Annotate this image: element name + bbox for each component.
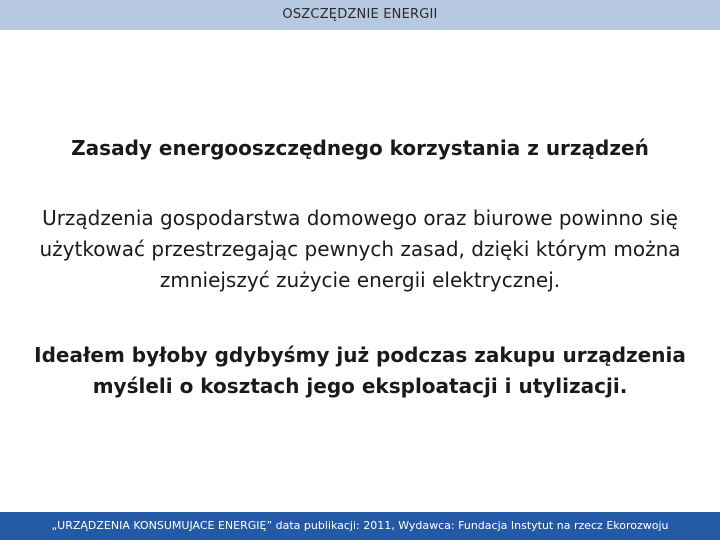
footer-source-citation: „URZĄDZENIA KONSUMUJACE ENERGIĘ” data publikacji: 2011, Wydawca: Fundacja Instytut na rzecz Ekorozwoju xyxy=(51,519,669,532)
intro-paragraph: Urządzenia gospodarstwa domowego oraz biurowe powinno się użytkować przestrzegając pewnych zasad, dzięki którym można zmniejszyć zużycie energii elektrycznej. xyxy=(39,206,681,292)
slide-heading: Zasady energooszczędnego korzystania z urządzeń xyxy=(71,136,649,160)
slide-header-title: OSZCZĘDZNIE ENERGII xyxy=(282,7,438,22)
emphasis-paragraph: Ideałem byłoby gdybyśmy już podczas zakupu urządzenia myśleli o kosztach jego eksploatacji i utylizacji. xyxy=(34,343,686,398)
